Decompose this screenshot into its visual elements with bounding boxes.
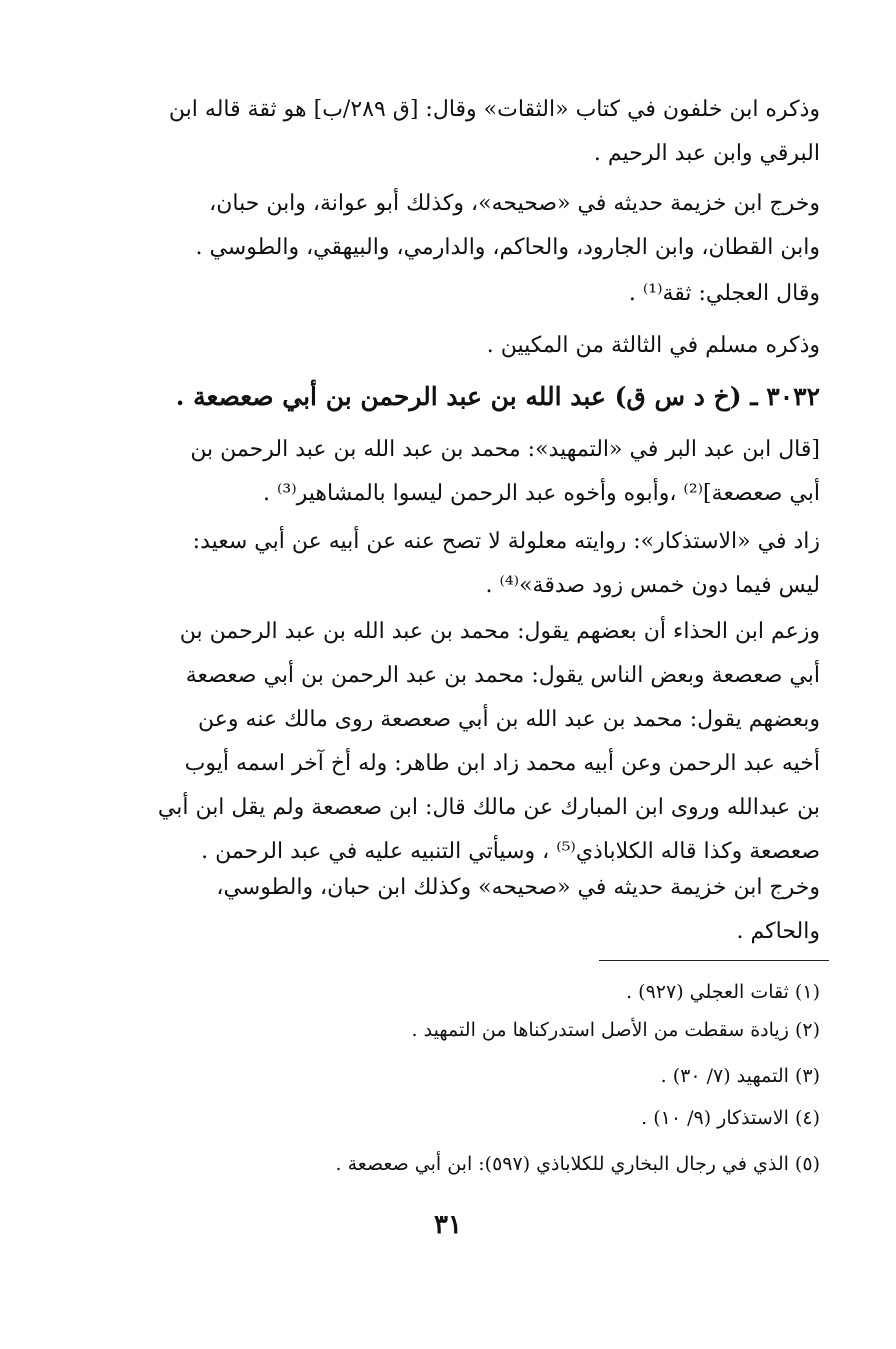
- text-line: ليس فيما دون خمس زود صدقة»⁽⁴⁾ .: [485, 573, 820, 598]
- text-line: أخيه عبد الرحمن وعن أبيه محمد زاد ابن طاهر: وله أخ آخر اسمه أيوب: [184, 751, 820, 776]
- footnote-3: (٣) التمهيد (٧/ ٣٠) .: [660, 1065, 820, 1087]
- page-number: ٣١: [434, 1210, 462, 1240]
- footnote-5: (٥) الذي في رجال البخاري للكلاباذي (٥٩٧): ابن أبي صعصعة .: [335, 1153, 820, 1175]
- text-line: وابن القطان، وابن الجارود، والحاكم، والدارمي، والبيهقي، والطوسي .: [195, 235, 820, 260]
- text-line: وذكره ابن خلفون في كتاب «الثقات» وقال: [ق ٢٨٩/ب] هو ثقة قاله ابن: [168, 97, 820, 122]
- paragraph-3: [130, 272, 820, 316]
- text-line: وبعضهم يقول: محمد بن عبد الله بن أبي صعصعة روى مالك عنه وعن: [198, 707, 820, 732]
- text-line: بن عبدالله وروى ابن المبارك عن مالك قال: ابن صعصعة ولم يقل ابن أبي: [157, 795, 820, 820]
- entry-heading: ٣٠٣٢ ـ (خ د س ق) عبد الله بن عبد الرحمن بن أبي صعصعة .: [175, 382, 820, 411]
- text-line: صعصعة وكذا قاله الكلاباذي⁽⁵⁾ ، وسيأتي التنبيه عليه في عبد الرحمن .: [201, 839, 820, 864]
- text-line: البرقي وابن عبد الرحيم .: [593, 141, 820, 166]
- text-line: زاد في «الاستذكار»: روايته معلولة لا تصح عنه عن أبيه عن أبي سعيد:: [192, 529, 820, 554]
- paragraph-5: [130, 428, 820, 516]
- text-line: وقال العجلي: ثقة⁽¹⁾ .: [628, 281, 820, 306]
- footnote-1: (١) ثقات العجلي (٩٢٧) .: [626, 981, 820, 1003]
- text-line: [قال ابن عبد البر في «التمهيد»: محمد بن عبد الله بن عبد الرحمن بن: [190, 437, 820, 462]
- text-line: أبي صعصعة]⁽²⁾ ،وأبوه وأخوه عبد الرحمن ليسوا بالمشاهير⁽³⁾ .: [263, 481, 820, 506]
- text-line: وخرج ابن خزيمة حديثه في «صحيحه» وكذلك ابن حبان، والطوسي،: [216, 875, 820, 900]
- text-line: وخرج ابن خزيمة حديثه في «صحيحه»، وكذلك أبو عوانة، وابن حبان،: [209, 191, 820, 216]
- paragraph-8: [130, 866, 820, 954]
- paragraph-1: [130, 88, 820, 176]
- text-line: وزعم ابن الحذاء أن بعضهم يقول: محمد بن عبد الله بن عبد الرحمن بن: [179, 619, 820, 644]
- paragraph-4: [130, 324, 820, 368]
- paragraph-6: [130, 520, 820, 608]
- paragraph-2: [130, 182, 820, 270]
- footnote-4: (٤) الاستذكار (٩/ ١٠) .: [641, 1107, 820, 1129]
- paragraph-7: [130, 610, 820, 874]
- text-line: وذكره مسلم في الثالثة من المكيين .: [486, 333, 820, 358]
- text-line: أبي صعصعة وبعض الناس يقول: محمد بن عبد الرحمن بن أبي صعصعة: [185, 663, 820, 688]
- text-line: والحاكم .: [736, 919, 820, 944]
- footnote-separator: [599, 960, 829, 961]
- footnote-2: (٢) زيادة سقطت من الأصل استدركناها من التمهيد .: [411, 1019, 820, 1041]
